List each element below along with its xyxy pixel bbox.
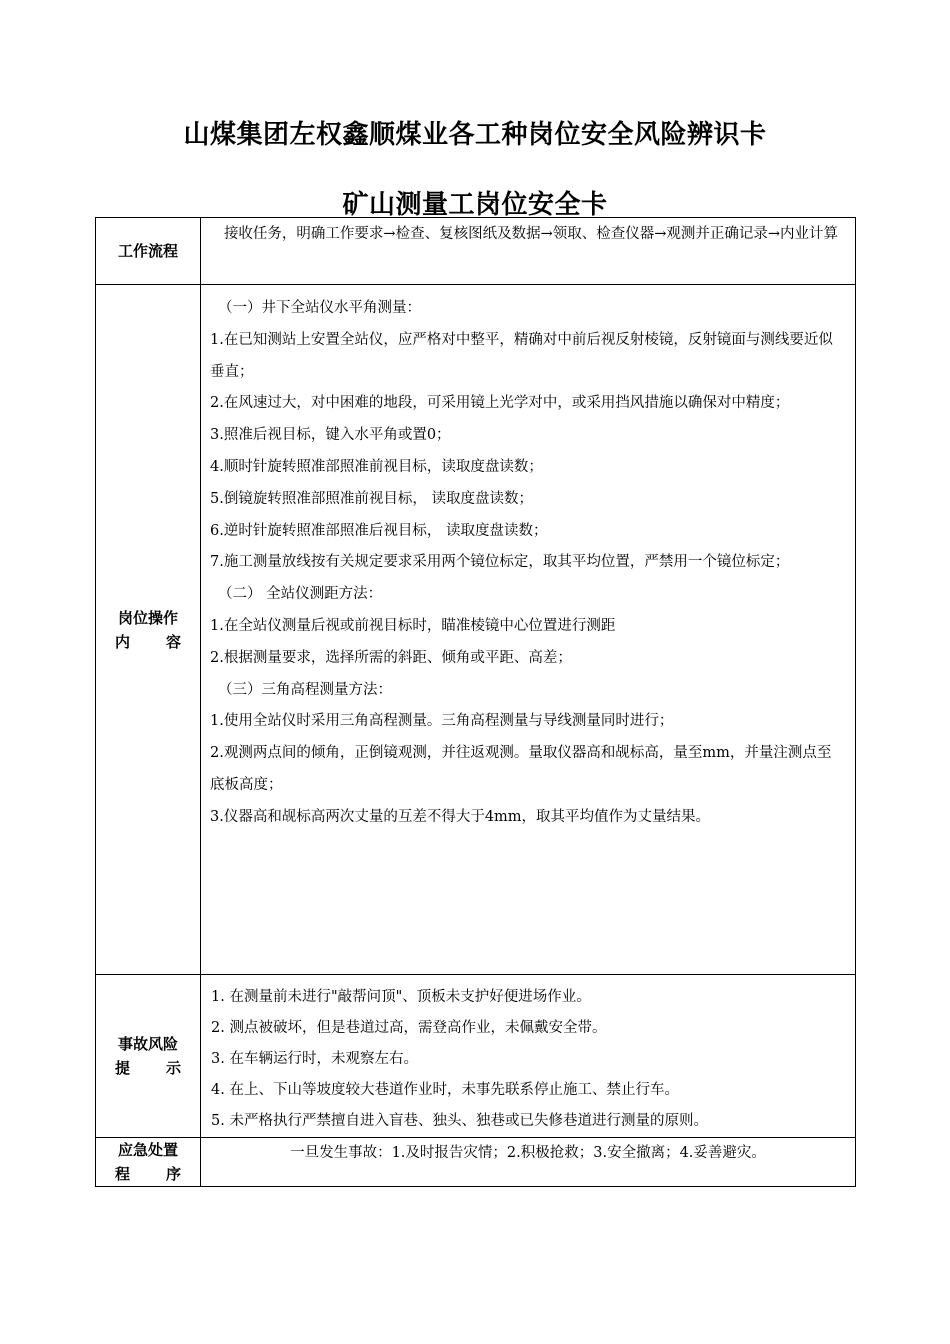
list-item: 3.照准后视目标，键入水平角或置0； — [210, 427, 451, 444]
workflow-content — [201, 218, 856, 285]
emergency-row — [96, 1138, 856, 1187]
card-subtitle: 矿山测量工岗位安全卡 — [342, 190, 608, 220]
list-item: 2.在风速过大，对中困难的地段，可采用镜上光学对中，或采用挡风措施以确保对中精度； — [210, 395, 790, 412]
list-item: 4. 在上、下山等坡度较大巷道作业时，未事先联系停止施工、禁止行车。 — [211, 1082, 679, 1098]
risks-list — [201, 975, 855, 1137]
list-item: 5. 未严格执行严禁擅自进入盲巷、独头、独巷或已失修巷道进行测量的原则。 — [211, 1113, 708, 1129]
list-item: 1.在已知测站上安置全站仪，应严格对中整平，精确对中前后视反射棱镜，反射镜面与测线要近似垂直； — [210, 331, 833, 380]
operations-label: 岗位操作 内 容 — [96, 285, 201, 975]
safety-card-table — [95, 217, 856, 1187]
operations-list — [201, 285, 855, 834]
emergency-label: 应急处置 程 序 — [96, 1138, 201, 1187]
operations-content — [201, 285, 856, 975]
risks-label: 事故风险 提 示 — [96, 975, 201, 1138]
list-item: （一）井下全站仪水平角测量： — [218, 300, 421, 316]
list-item: （三）三角高程测量方法： — [218, 681, 392, 698]
list-item: 2.观测两点间的倾角，正倒镜观测，并往返观测。量取仪器高和觇标高，量至mm，并量注测点至底板高度； — [210, 745, 832, 793]
list-item: 1.在全站仪测量后视或前视目标时，瞄准棱镜中心位置进行测距 — [210, 617, 616, 634]
list-item: 1. 在测量前未进行"敲帮问顶"、顶板未支护好便进场作业。 — [211, 989, 591, 1005]
workflow-label: 工作流程 — [96, 218, 201, 285]
list-item: 1.使用全站仪时采用三角高程测量。三角高程测量与导线测量同时进行； — [210, 713, 674, 730]
workflow-row — [96, 218, 856, 285]
list-item: 3.仪器高和觇标高两次丈量的互差不得大于4mm，取其平均值作为丈量结果。 — [210, 808, 711, 825]
emergency-content: 一旦发生事故：1.及时报告灾情；2.积极抢救；3.安全撤离；4.妥善避灾。 — [201, 1138, 856, 1187]
list-item: （二） 全站仪测距方法： — [218, 586, 383, 603]
risks-row — [96, 975, 856, 1138]
operations-row — [96, 285, 856, 975]
list-item: 3. 在车辆运行时，未观察左右。 — [211, 1051, 418, 1067]
list-item: 2.根据测量要求，选择所需的斜距、倾角或平距、高差； — [210, 649, 572, 666]
list-item: 7.施工测量放线按有关规定要求采用两个镜位标定，取其平均位置，严禁用一个镜位标定； — [210, 554, 790, 571]
risks-content — [201, 975, 856, 1138]
list-item: 5.倒镜旋转照准部照准前视目标， 读取度盘读数； — [210, 490, 533, 507]
workflow-text: 接收任务，明确工作要求→检查、复核图纸及数据→领取、检查仪器→观测并正确记录→内业计算 — [223, 226, 839, 242]
list-item: 2. 测点被破坏，但是巷道过高，需登高作业，未佩戴安全带。 — [211, 1020, 607, 1036]
list-item: 6.逆时针旋转照准部照准后视目标， 读取度盘读数； — [210, 522, 548, 539]
list-item: 4.顺时针旋转照准部照准前视目标，读取度盘读数； — [210, 458, 543, 475]
page-title: 山煤集团左权鑫顺煤业各工种岗位安全风险辨识卡 — [183, 120, 767, 150]
